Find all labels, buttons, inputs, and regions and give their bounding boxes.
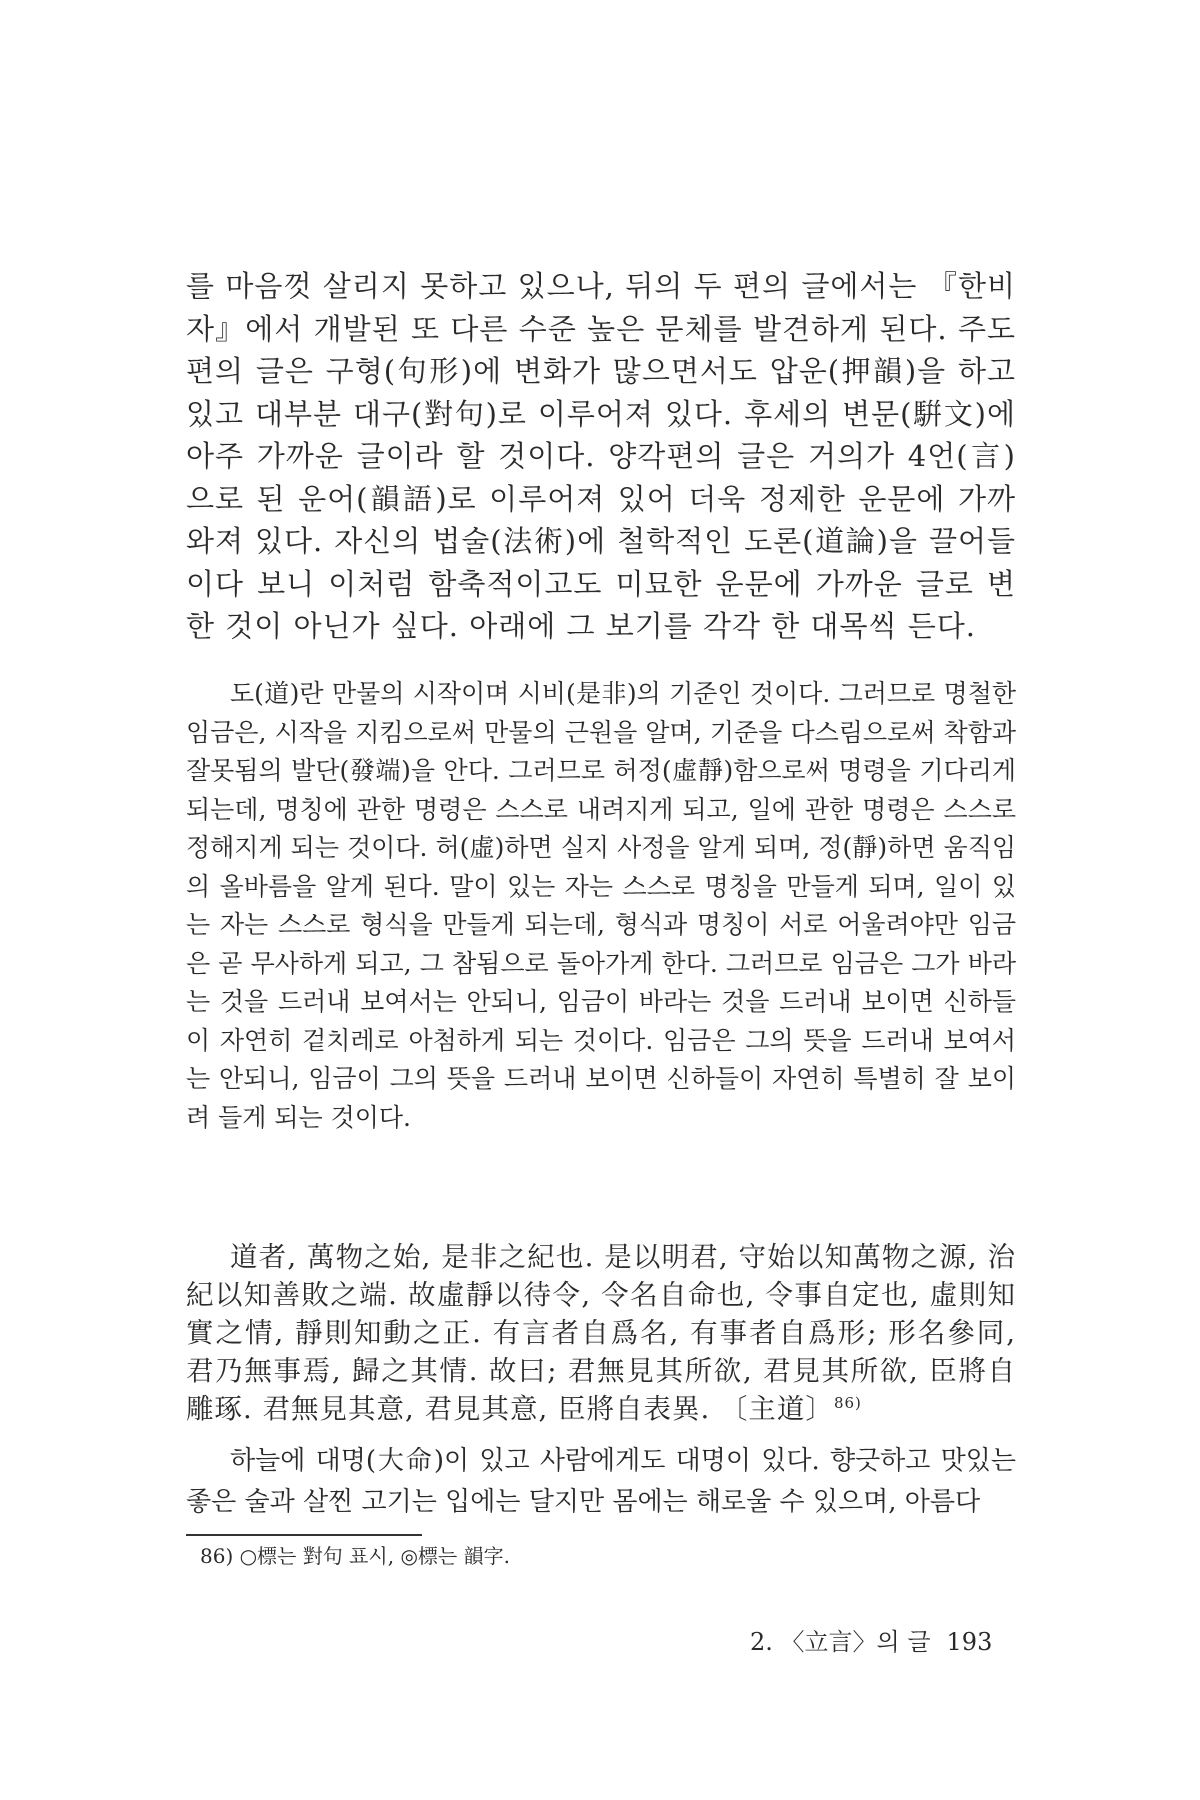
classical-chinese-quote — [186, 1238, 1016, 1428]
footnote: 86) ○標는 對句 표시, ◎標는 韻字. — [200, 1544, 510, 1568]
page-number: 193 — [946, 1628, 993, 1656]
footnote-reference: 86) — [833, 1393, 862, 1412]
translation-quote: 도(道)란 만물의 시작이며 시비(是非)의 기준인 것이다. 그러므로 명철한 임금은, 시작을 지킴으로써 만물의 근원을 알며, 기준을 다스림으로써 착함과 잘못됨의 발단(發端)을 안다. 그러므로 허정(虛靜)함으로써 명령을 기다리게 되는데, 명칭에 관한 명령은 스스로 내려지게 되고, 일에 관한 명령은 스스로 정해지게 되는 것이다. 허(虛)하면 실지 사정을 알게 되며, 정(靜)하면 움직임의 올바름을 알게 된다. 말이 있는 자는 스스로 명칭을 만들게 되며, 일이 있는 자는 스스로 형식을 만들게 되는데, 형식과 명칭이 서로 어울려야만 임금은 곧 무사하게 되고, 그 참됨으로 돌아가게 한다. 그러므로 임금은 그가 바라는 것을 드러내 보여서는 안되니, 임금이 바라는 것을 드러내 보이면 신하들이 자연히 겉치레로 아첨하게 되는 것이다. 임금은 그의 뜻을 드러내 보여서는 안되니, 임금이 그의 뜻을 드러내 보이면 신하들이 자연히 특별히 잘 보이려 들게 되는 것이다. — [186, 679, 1016, 1132]
section-title: 2. 〈立言〉의 글 — [750, 1628, 931, 1656]
closing-paragraph: 하늘에 대명(大命)이 있고 사람에게도 대명이 있다. 향긋하고 맛있는 좋은 술과 살찐 고기는 입에는 달지만 몸에는 해로울 수 있으며, 아름다 — [186, 1446, 1016, 1517]
intro-paragraph: 를 마음껏 살리지 못하고 있으나, 뒤의 두 편의 글에서는 『한비자』에서 개발된 또 다른 수준 높은 문체를 발견하게 된다. 주도편의 글은 구형(句形)에 변화가 많으면서도 압운(押韻)을 하고 있고 대부분 대구(對句)로 이루어져 있다. 후세의 변문(騈文)에 아주 가까운 글이라 할 것이다. 양각편의 글은 거의가 4언(言)으로 된 운어(韻語)로 이루어져 있어 더욱 정제한 운문에 가까와져 있다. 자신의 법술(法術)에 철학적인 도론(道論)을 끌어들이다 보니 이처럼 함축적이고도 미묘한 운문에 가까운 글로 변한 것이 아닌가 싶다. 아래에 그 보기를 각각 한 대목씩 든다. — [186, 269, 1016, 643]
footnote-divider — [186, 1534, 422, 1536]
running-footer — [750, 1626, 992, 1658]
classical-quote-text: 道者, 萬物之始, 是非之紀也. 是以明君, 守始以知萬物之源, 治紀以知善敗之端. 故虛靜以待令, 令名自命也, 令事自定也, 虛則知實之情, 靜則知動之正. 有言者自爲名, 有事者自爲形; 形名參同, 君乃無事焉, 歸之其情. 故曰; 君無見其所欲, 君見其所欲, 臣將自雕琢. 君無見其意, 君見其意, 臣將自表異. 〔主道〕 — [186, 1240, 1016, 1425]
